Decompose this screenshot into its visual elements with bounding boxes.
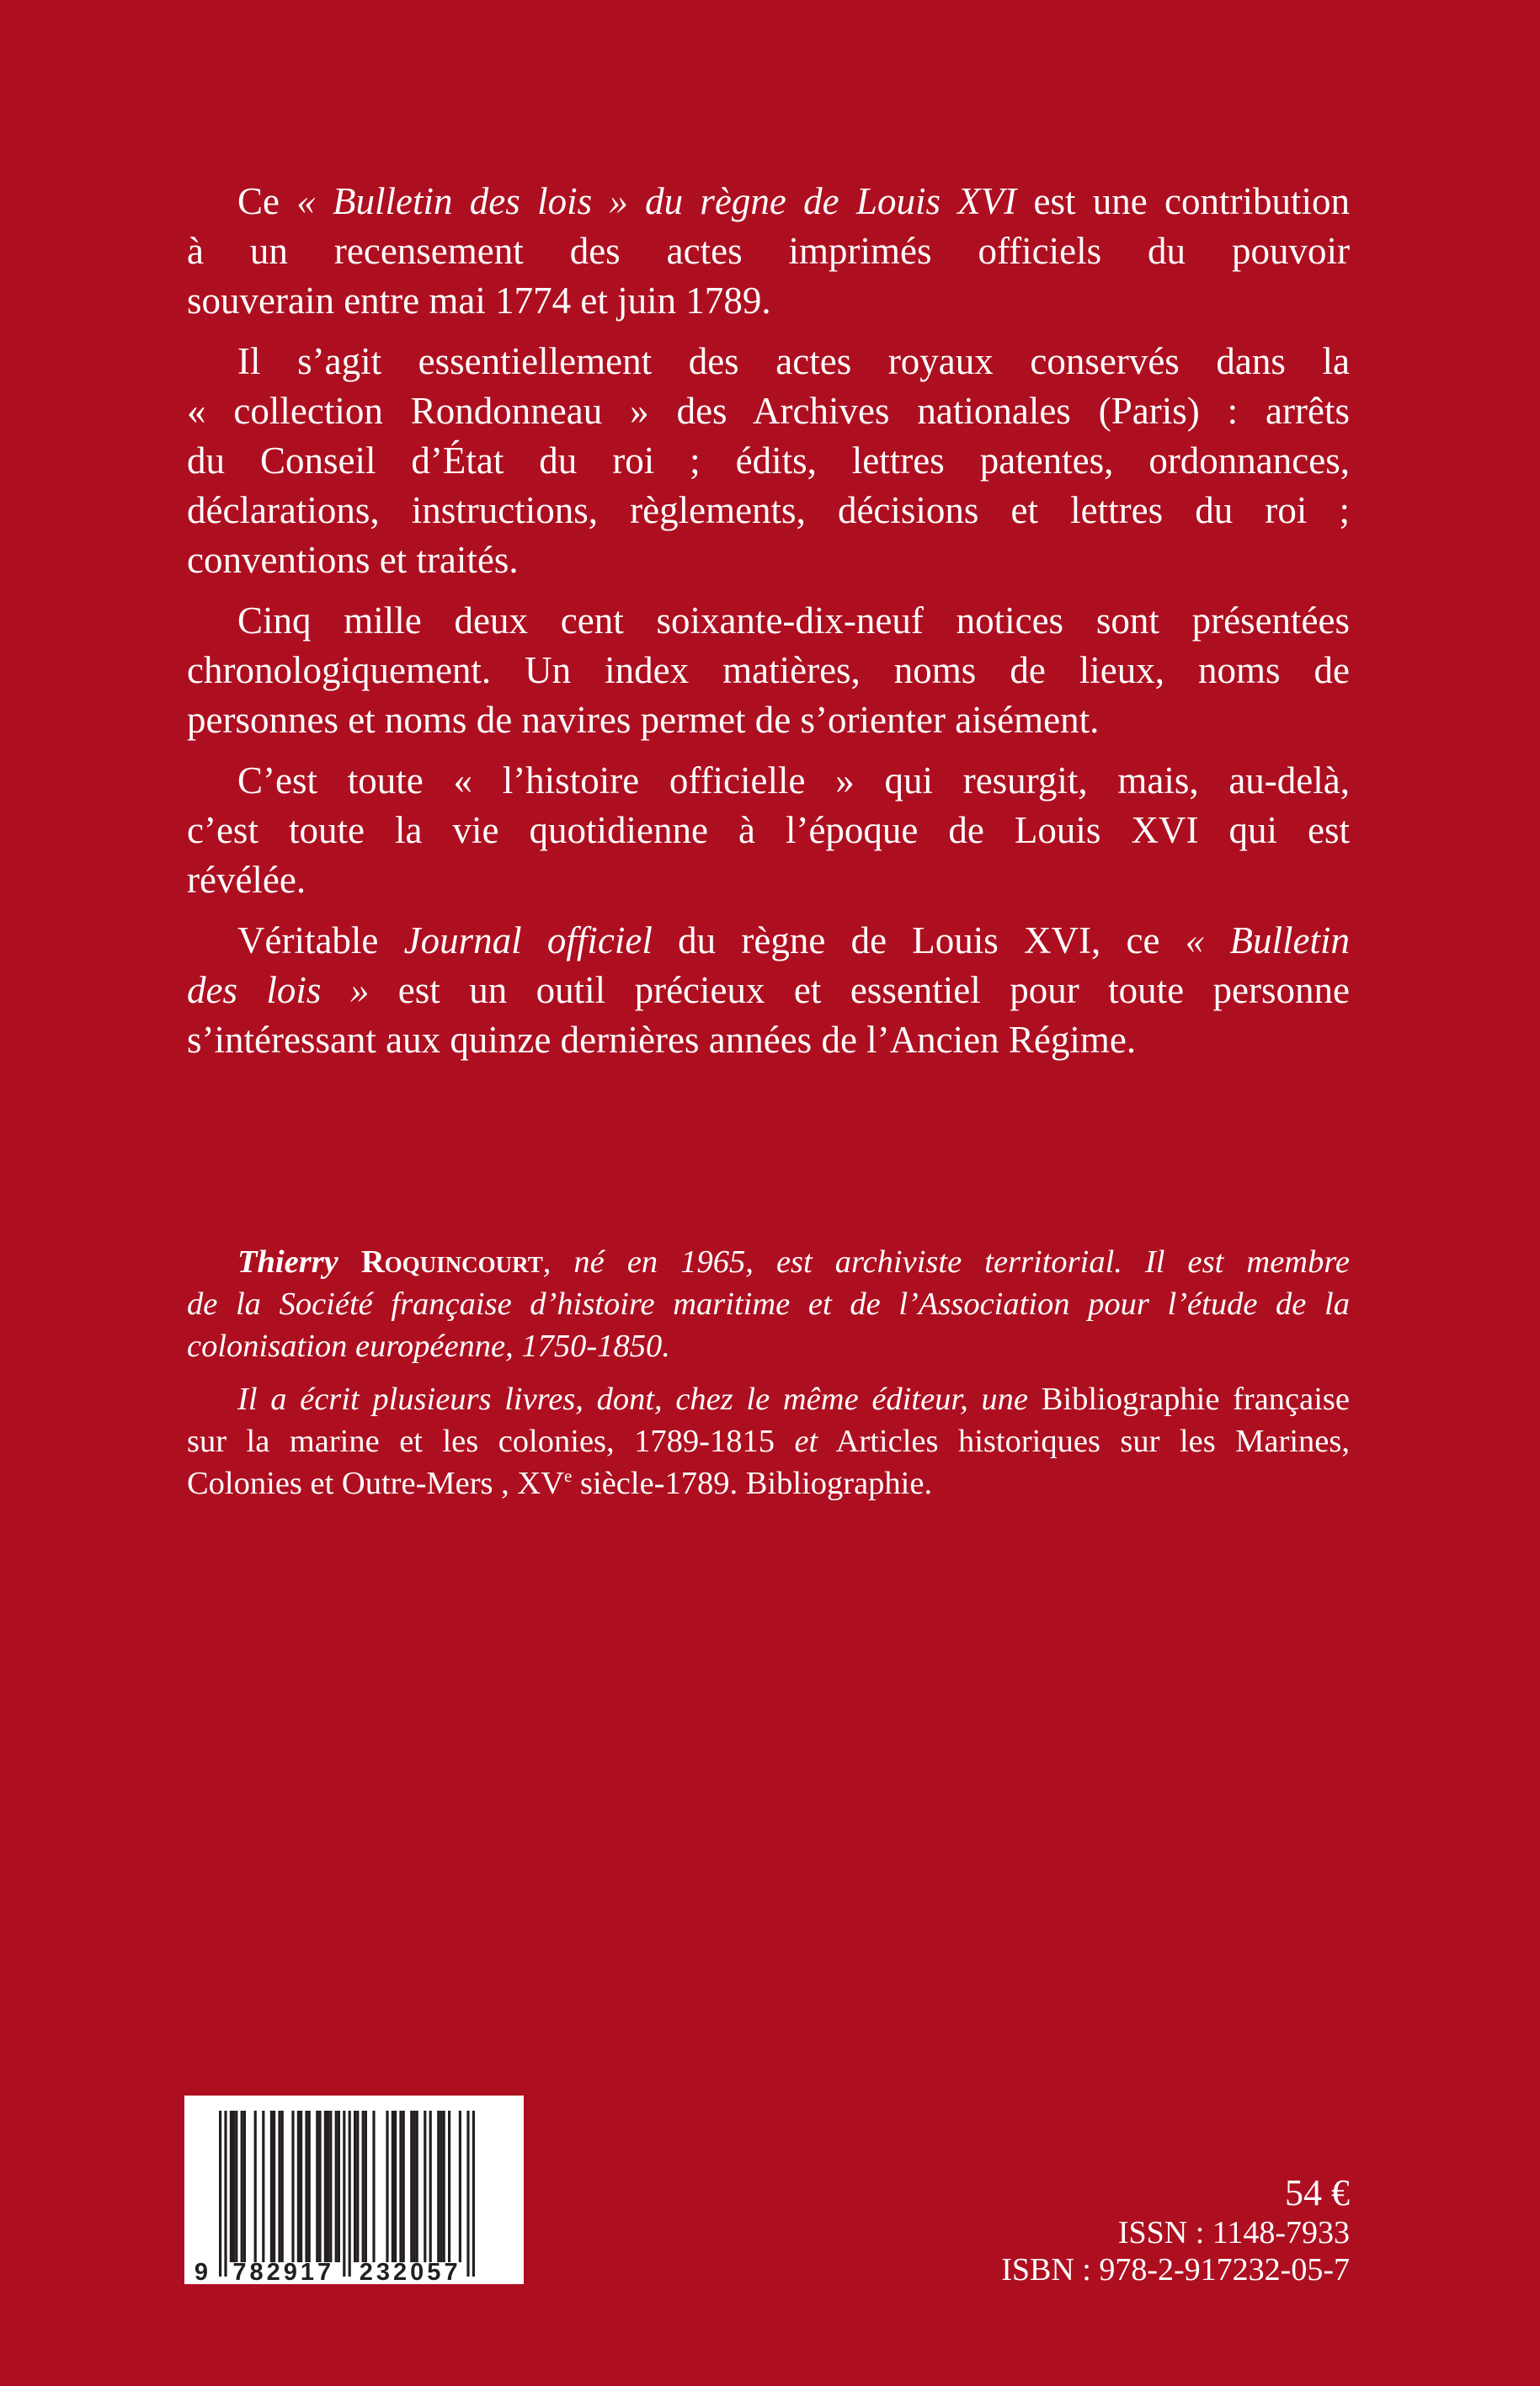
price-label: 54 € [1285,2172,1350,2213]
text-line [187,436,1350,486]
text-segment: Thierry [237,1244,361,1280]
isbn-label: ISBN : 978-2-917232-05-7 [1001,2252,1350,2287]
text-segment: Il s’agit essentiellement des actes royaux conservés dans la [237,340,1350,382]
text-line [187,177,1350,226]
text-line [187,916,1350,966]
text-segment: personnes et noms de navires permet de s’orienter aisément. [187,699,1100,741]
text-segment: est une contribution [1016,180,1350,222]
blurb-paragraph [187,756,1350,905]
text-segment: Véritable [237,919,404,961]
text-line [187,1241,1350,1283]
text-segment: déclarations, instructions, règlements, décisions et lettres du roi ; [187,489,1350,531]
issn-label: ISSN : 1148-7933 [1117,2215,1350,2250]
text-segment: C’est toute « l’histoire officielle » qui resurgit, mais, au-delà, [237,759,1350,802]
back-cover-blurb [187,177,1350,1076]
barcode-icon [184,2096,524,2284]
author-biography [187,1241,1350,1515]
blurb-paragraph [187,916,1350,1065]
text-segment: Roquincourt [360,1244,543,1280]
text-segment: de la Société française d’histoire maritime et de l’Association pour l’étude de la [187,1286,1350,1322]
text-line [187,756,1350,806]
text-segment: du règne de Louis XVI, ce [652,919,1186,961]
text-line [187,646,1350,695]
text-segment: « collection Rondonneau » des Archives nationales (Paris) : arrêts [187,390,1350,432]
text-line [187,855,1350,905]
text-line [187,1283,1350,1325]
text-segment: et [794,1424,818,1459]
text-line [187,226,1350,276]
text-segment: conventions et traités. [187,539,519,581]
bio-paragraph [187,1241,1350,1367]
blurb-paragraph [187,177,1350,326]
text-segment: , né en 1965, est archiviste territorial. Il est membre [542,1244,1350,1280]
svg-text:232057: 232057 [359,2259,461,2284]
text-segment: souverain entre mai 1774 et juin 1789. [187,280,771,322]
text-segment: siècle-1789. Bibliographie. [572,1466,933,1501]
text-segment: Cinq mille deux cent soixante-dix-neuf notices sont présentées [237,599,1350,642]
text-line [187,535,1350,585]
text-segment: c’est toute la vie quotidienne à l’époque de Louis XVI qui est [187,809,1350,851]
text-segment: des lois » [187,969,370,1011]
text-segment: colonisation européenne, 1750-1850. [187,1329,670,1364]
text-line [187,1378,1350,1420]
text-segment: Bibliographie française [1028,1382,1350,1417]
isbn-barcode [184,2096,524,2284]
text-segment: « Bulletin des lois » du règne de Louis XVI [296,180,1017,222]
text-line [187,276,1350,326]
text-line [187,1015,1350,1065]
text-segment: e [564,1466,573,1487]
text-line [187,1325,1350,1367]
text-segment: Colonies et Outre-Mers , XV [187,1466,565,1501]
text-segment: révélée. [187,859,306,901]
text-line [187,806,1350,855]
text-segment: Articles historiques sur les Marines, [818,1424,1350,1459]
svg-text:9: 9 [194,2259,209,2284]
price-and-identifiers [1001,2172,1350,2288]
text-segment: s’intéressant aux quinze dernières années de l’Ancien Régime. [187,1019,1137,1061]
text-segment: Journal officiel [403,919,653,961]
text-segment: Il a écrit plusieurs livres, dont, chez le même éditeur, une [237,1382,1029,1417]
text-line [187,386,1350,436]
text-line [187,596,1350,646]
blurb-paragraph [187,337,1350,585]
text-line [187,337,1350,386]
text-line [187,1420,1350,1462]
text-line [187,1462,1350,1505]
text-segment: Ce [237,180,297,222]
text-segment: du Conseil d’État du roi ; édits, lettres patentes, ordonnances, [187,439,1350,482]
text-segment: est un outil précieux et essentiel pour toute personne [369,969,1350,1011]
text-segment: chronologiquement. Un index matières, noms de lieux, noms de [187,649,1350,691]
text-line [187,695,1350,745]
text-segment: sur la marine et les colonies, 1789-1815 [187,1424,795,1459]
text-line [187,486,1350,535]
bio-paragraph [187,1378,1350,1505]
blurb-paragraph [187,596,1350,745]
text-segment: à un recensement des actes imprimés officiels du pouvoir [187,230,1350,272]
text-segment: « Bulletin [1185,919,1350,961]
text-line [187,966,1350,1015]
svg-text:782917: 782917 [232,2259,335,2284]
